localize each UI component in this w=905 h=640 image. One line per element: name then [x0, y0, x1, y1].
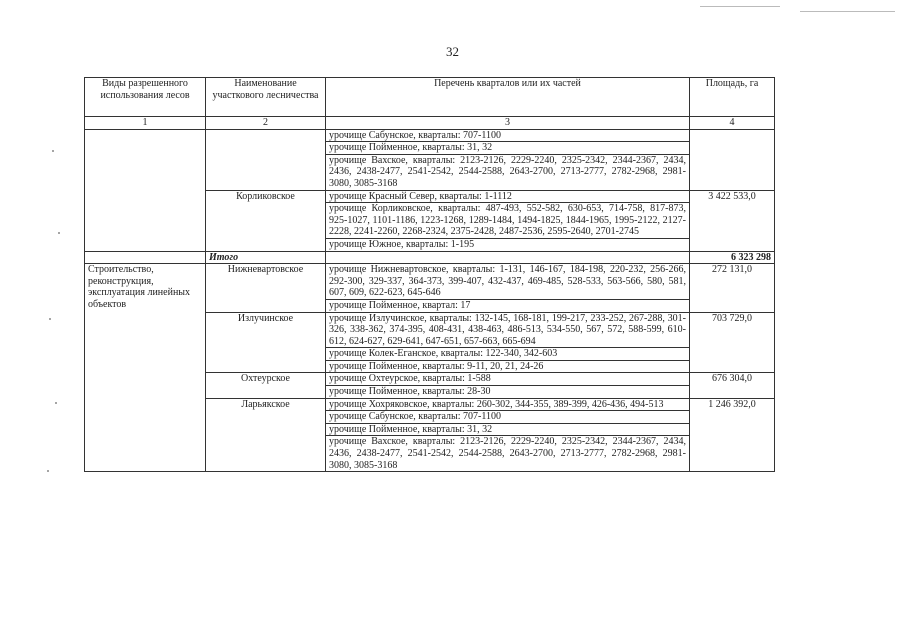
quarters-cell: урочище Сабунское, кварталы: 707-1100: [326, 129, 690, 142]
quarters-cell: урочище Пойменное, кварталы: 28-30: [326, 386, 690, 399]
forestry-name: Излучинское: [206, 312, 326, 373]
page-number: 32: [446, 44, 459, 59]
column-number: 4: [690, 117, 775, 130]
column-number-row: [85, 117, 775, 130]
quarters-cell: урочище Хохряковское, кварталы: 260-302, 344-355, 389-399, 426-436, 494-513: [326, 398, 690, 411]
area-cell-continued: [690, 129, 775, 190]
forestry-name: Охтеурское: [206, 373, 326, 398]
table-row: [85, 264, 775, 300]
header-area: Площадь, га: [690, 78, 775, 117]
quarters-cell: урочище Красный Север, кварталы: 1-1112: [326, 190, 690, 203]
column-number: 3: [326, 117, 690, 130]
quarters-cell: урочище Нижневартовское, кварталы: 1-131, 146-167, 184-198, 220-232, 256-266, 292-300, 329-337, 364-373, 399-407, 432-437, 469-485, 528-533, 563-566, 580, 581, 607, 609, 622-623, 645-646: [326, 264, 690, 300]
total-empty: [85, 251, 206, 264]
header-quarters: Перечень кварталов или их частей: [326, 78, 690, 117]
area-value: 676 304,0: [690, 373, 775, 398]
quarters-cell: урочище Вахское, кварталы: 2123-2126, 2229-2240, 2325-2342, 2344-2367, 2434, 2436, 2438-2477, 2541-2542, 2544-2588, 2643-2700, 2713-2777, 2782-2968, 2981-3080, 3085-3168: [326, 154, 690, 190]
quarters-cell: урочище Охтеурское, кварталы: 1-588: [326, 373, 690, 386]
use-type-cell-continued: [85, 129, 206, 251]
forestry-name: Нижневартовское: [206, 264, 326, 312]
forestry-name: Корликовское: [206, 190, 326, 251]
scan-speck: [55, 402, 57, 404]
forestry-cell-continued: [206, 129, 326, 190]
quarters-cell: урочище Колек-Еганское, кварталы: 122-340, 342-603: [326, 348, 690, 361]
header-use-type: Виды разрешенного использования лесов: [85, 78, 206, 117]
scan-speck: [49, 318, 51, 320]
scan-line-top-right-1: [700, 6, 780, 7]
quarters-cell: урочище Вахское, кварталы: 2123-2126, 2229-2240, 2325-2342, 2344-2367, 2434, 2436, 2438-2477, 2541-2542, 2544-2588, 2643-2700, 2713-2777, 2782-2968, 2981-3080, 3085-3168: [326, 436, 690, 472]
column-number: 1: [85, 117, 206, 130]
area-value: 703 729,0: [690, 312, 775, 373]
forest-use-table: [84, 77, 775, 472]
scan-speck: [52, 150, 54, 152]
quarters-cell: урочище Излучинское, кварталы: 132-145, 168-181, 199-217, 233-252, 267-288, 301-326, 338-362, 374-395, 408-431, 438-463, 486-513, 534-550, 567, 572, 588-599, 610-612, 624-627, 629-641, 647-651, 657-663, 665-694: [326, 312, 690, 348]
scan-line-top-right-2: [800, 11, 895, 12]
forestry-name: Ларьякское: [206, 398, 326, 472]
scan-speck: [47, 470, 49, 472]
quarters-cell: урочище Сабунское, кварталы: 707-1100: [326, 411, 690, 424]
use-type-name: Строительство, реконструкция, эксплуатация линейных объектов: [85, 264, 206, 472]
scan-speck: [58, 232, 60, 234]
quarters-cell: урочище Южное, кварталы: 1-195: [326, 238, 690, 251]
total-row: [85, 251, 775, 264]
header-forestry: Наименование участкового лесничества: [206, 78, 326, 117]
quarters-cell: урочище Пойменное, кварталы: 31, 32: [326, 142, 690, 155]
total-value: 6 323 298: [690, 251, 775, 264]
area-value: 272 131,0: [690, 264, 775, 312]
area-value: 1 246 392,0: [690, 398, 775, 472]
quarters-cell: урочище Пойменное, кварталы: 9-11, 20, 21, 24-26: [326, 360, 690, 373]
total-empty: [326, 251, 690, 264]
quarters-cell: урочище Пойменное, квартал: 17: [326, 299, 690, 312]
total-label: Итого: [206, 251, 326, 264]
column-number: 2: [206, 117, 326, 130]
table-row: [85, 129, 775, 142]
quarters-cell: урочище Пойменное, кварталы: 31, 32: [326, 423, 690, 436]
header-row: [85, 78, 775, 117]
area-value: 3 422 533,0: [690, 190, 775, 251]
quarters-cell: урочище Корликовское, кварталы: 487-493, 552-582, 630-653, 714-758, 817-873, 925-1027, 1101-1186, 1223-1268, 1289-1484, 1494-1825, 1844-1965, 1995-2122, 2127-2228, 2241-2260, 2268-2324, 2375-2428, 2487-2536, 2595-2640, 2701-2745: [326, 203, 690, 239]
